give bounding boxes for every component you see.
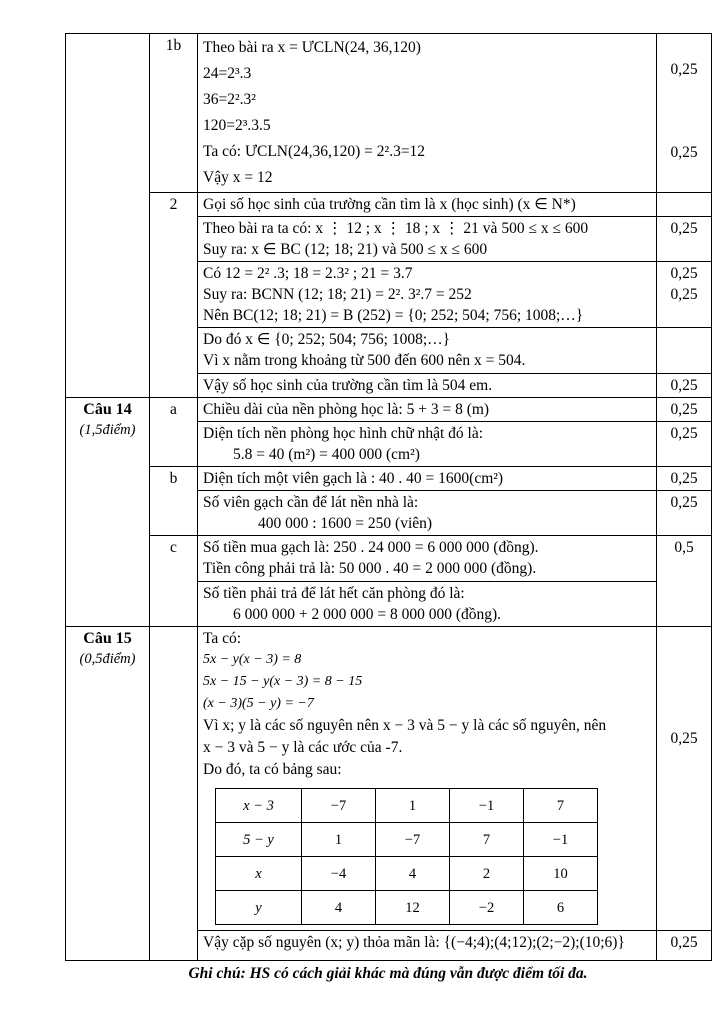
table-row [66,627,712,931]
question-cell-14 [66,398,150,627]
question-title: Câu 15 [83,630,132,647]
table-row [66,536,712,582]
solution-cell [198,193,657,217]
value-cell: −4 [302,857,376,891]
question-points-subtitle: (1,5điểm) [79,422,136,438]
points-value: 0,25 [670,265,698,282]
points-value: 0,25 [670,730,698,747]
points-value: 0,25 [670,220,698,237]
solution-cell-1b [198,34,657,193]
solution-line: Chiều dài của nền phòng học là: 5 + 3 = 8 (m) [203,401,490,418]
solution-line: Số tiền mua gạch là: 250 . 24 000 = 6 000 000 (đồng). [203,539,539,556]
question-cell-13 [66,34,150,398]
solution-line: Gọi số học sinh của trường cần tìm là x (học sinh) (x ∈ N*) [203,196,576,213]
value-cell: 6 [524,891,598,925]
points-value: 0,25 [670,286,698,303]
points-value: 0,25 [670,934,698,951]
points-value: 0,25 [670,377,698,394]
value-cell: −1 [524,823,598,857]
var-cell: x − 3 [216,789,302,823]
part-label-2: 2 [150,193,198,398]
solution-line: Vậy số học sinh của trường cần tìm là 504 em. [203,377,493,394]
points-value: 0,25 [670,425,698,442]
solution-line: Vì x; y là các số nguyên nên x − 3 và 5 − y là các số nguyên, nên [203,717,607,734]
solution-line: 5.8 = 40 (m²) = 400 000 (cm²) [233,446,420,463]
footer-note: Ghi chú: HS có cách giải khác mà đúng vẫn được điểm tối đa. [188,965,588,982]
table-row [66,193,712,217]
table-row [66,34,712,193]
points-value: 0,25 [670,401,698,418]
value-cell: −1 [450,789,524,823]
points-cell [657,328,712,374]
value-cell: 2 [450,857,524,891]
solution-line: Vậy cặp số nguyên (x; y) thỏa mãn là: {(−4;4);(4;12);(2;−2);(10;6)} [203,934,625,951]
solution-line: Vì x nằm trong khoảng từ 500 đến 600 nên x = 504. [203,352,526,369]
var-cell: x [216,857,302,891]
question-title: Câu 14 [83,401,132,418]
solution-cell [198,467,657,491]
solution-cell [198,262,657,328]
equation-line: (x − 3)(5 − y) = −7 [203,696,314,711]
solution-cell [198,374,657,398]
solution-line: Ta có: [203,630,242,647]
points-value: 0,25 [670,470,698,487]
cases-table-row [216,823,598,857]
points-value: 0,25 [670,144,698,161]
solution-cell [198,422,657,467]
cases-table-row [216,857,598,891]
part-label-empty [150,627,198,961]
value-cell: 1 [376,789,450,823]
points-cell [657,931,712,961]
solution-cell [198,582,657,627]
solution-cell [198,536,657,582]
part-label-c: c [150,536,198,627]
value-cell: 10 [524,857,598,891]
solution-line: Diện tích nền phòng học hình chữ nhật đó là: [203,425,484,442]
cases-table [215,788,598,925]
points-cell-1b [657,34,712,193]
value-cell: 1 [302,823,376,857]
equation-line: 5x − 15 − y(x − 3) = 8 − 15 [203,674,363,689]
solution-cell [198,217,657,262]
points-value: 0,25 [670,61,698,78]
points-cell [657,491,712,536]
points-cell [657,193,712,217]
value-cell: 4 [376,857,450,891]
part-label-1b: 1b [150,34,198,193]
solution-line: Tiền công phải trả là: 50 000 . 40 = 2 000 000 (đồng). [203,560,537,577]
var-cell: 5 − y [216,823,302,857]
question-cell-15 [66,627,150,961]
part-label-a: a [150,398,198,467]
solution-line: 36=2².3² [203,91,256,108]
value-cell: −7 [376,823,450,857]
points-cell [657,422,712,467]
rubric-table [65,33,712,961]
points-cell [657,262,712,328]
solution-cell [198,398,657,422]
cases-table-row [216,891,598,925]
solution-line: 24=2³.3 [203,65,252,82]
value-cell: 7 [524,789,598,823]
solution-line: Có 12 = 2² .3; 18 = 2.3² ; 21 = 3.7 [203,265,413,282]
points-cell [657,467,712,491]
solution-line: Do đó x ∈ {0; 252; 504; 756; 1008;…} [203,331,451,348]
value-cell: −7 [302,789,376,823]
solution-line: x − 3 và 5 − y là các ước của -7. [203,739,403,756]
equation-line: 5x − y(x − 3) = 8 [203,652,302,667]
solution-cell-conclusion [198,931,657,961]
points-cell [657,217,712,262]
points-cell [657,627,712,931]
solution-line: Ta có: ƯCLN(24,36,120) = 2².3=12 [203,143,426,160]
points-cell [657,398,712,422]
part-label-b: b [150,467,198,536]
solution-line: Vậy x = 12 [203,169,273,186]
solution-line: Theo bài ra x = ƯCLN(24, 36,120) [203,39,421,56]
solution-line: 6 000 000 + 2 000 000 = 8 000 000 (đồng). [233,606,502,623]
solution-line: Số tiền phải trả để lát hết căn phòng đó là: [203,585,465,602]
solution-line: Số viên gạch cần để lát nền nhà là: [203,494,419,511]
value-cell: 12 [376,891,450,925]
solution-line: Theo bài ra ta có: x ⋮ 12 ; x ⋮ 18 ; x ⋮ 21 và 500 ≤ x ≤ 600 [203,220,589,237]
solution-line: Do đó, ta có bảng sau: [203,761,342,778]
solution-line: Suy ra: x ∈ BC (12; 18; 21) và 500 ≤ x ≤ 600 [203,241,488,258]
value-cell: 7 [450,823,524,857]
solution-cell [198,328,657,374]
solution-line: Nên BC(12; 18; 21) = B (252) = {0; 252; 504; 756; 1008;…} [203,307,584,324]
points-cell [657,536,712,627]
table-row [66,467,712,491]
table-row [66,398,712,422]
question-points-subtitle: (0,5điểm) [79,651,136,667]
var-cell: y [216,891,302,925]
value-cell: −2 [450,891,524,925]
points-cell [657,374,712,398]
points-value: 0,25 [670,494,698,511]
solution-line: Suy ra: BCNN (12; 18; 21) = 2². 3².7 = 252 [203,286,472,303]
points-value: 0,5 [674,539,694,556]
solution-line: Diện tích một viên gạch là : 40 . 40 = 1600(cm²) [203,470,504,487]
solution-cell [198,491,657,536]
solution-cell-15 [198,627,657,931]
solution-line: 400 000 : 1600 = 250 (viên) [258,515,433,532]
solution-line: 120=2³.3.5 [203,117,271,134]
value-cell: 4 [302,891,376,925]
cases-table-row [216,789,598,823]
